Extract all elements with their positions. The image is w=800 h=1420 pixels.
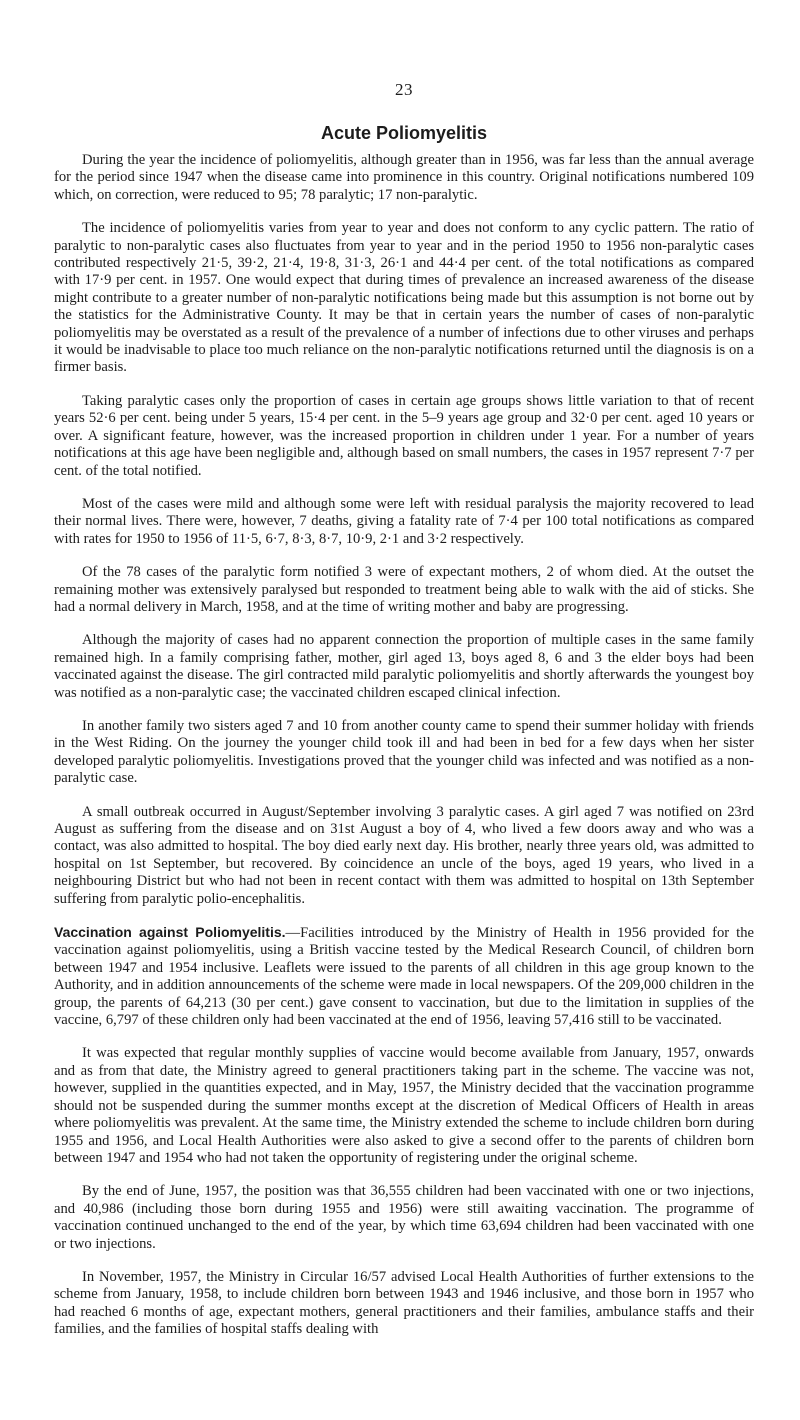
page-title: Acute Poliomyelitis: [320, 123, 488, 143]
paragraph-sisters: In another family two sisters aged 7 and 10 from another county came to spend their summer holiday with friends in the West Riding. On the journey the younger child took ill and had been in bed for a few days when her sister developed paralytic poliomyelitis. Investigations proved that the younger child was infected and was notified as a non-paralytic case.: [54, 717, 754, 787]
vaccination-heading: Vaccination against Poliomyelitis.: [54, 924, 286, 941]
paragraph-vaccine-supplies: It was expected that regular monthly supplies of vaccine would become available from January, 1957, onwards and as from that date, the Ministry agreed to general practitioners taking part in the scheme. The vaccine was not, however, supplied in the quantities expected, and in May, 1957, the Ministry decided that the vaccination programme should not be suspended during the summer months except at the discretion of Medical Officers of Health in areas where poliomyelitis was prevalent. At the same time, the Ministry extended the scheme to include children born during 1955 and 1956, and Local Health Authorities were also asked to give a second offer to the parents of children born between 1947 and 1954 who had not taken the opportunity of registering under the original scheme.: [54, 1045, 754, 1166]
paragraph-november-extensions: In November, 1957, the Ministry in Circular 16/57 advised Local Health Authorities of further extensions to the scheme from January, 1958, to include children born between 1943 and 1946 inclusive, and those born in 1957 who had reached 6 months of age, expectant mothers, general practitioners and their families, ambulance staffs and their families, and the families of hospital staffs dealing with: [54, 1268, 754, 1338]
paragraph-june-position: By the end of June, 1957, the position was that 36,555 children had been vaccinated with one or two injections, and 40,986 (including those born during 1955 and 1956) were still awaiting vaccination. The programme of vaccination continued unchanged to the end of the year, by which time 63,694 children had been vaccinated with one or two injections.: [54, 1183, 754, 1252]
paragraph-ratio: The incidence of poliomyelitis varies from year to year and does not conform to any cyclic pattern. The ratio of paralytic to non-paralytic cases also fluctuates from year to year and in the period 1950 to 1956 non-paralytic cases contributed respectively 21·5, 39·2, 21·4, 19·8, 31·3, 26·1 and 44·4 per cent. of the total notifications as compared with 17·9 per cent. in 1957. One would expect that during times of prevalence an increased awareness of the disease might contribute to a greater number of non-paralytic notifications being made but this assumption is not borne out by the statistics for the Administrative County. It may be that in certain years the number of cases of non-paralytic poliomyelitis may be overstated as a result of the prevalence of a number of infections due to other viruses and perhaps it would be inadvisable to place too much reliance on the non-paralytic notifications returned until the diagnosis is on a firmer basis.: [54, 220, 754, 376]
paragraph-vaccination: [54, 924, 754, 1029]
paragraph-outbreak: A small outbreak occurred in August/September involving 3 paralytic cases. A girl aged 7 was notified on 23rd August as suffering from the disease and on 31st August a boy of 4, who lived a few doors away and who was a contact, was also admitted to hospital. The boy died early next day. His brother, nearly three years old, was admitted to hospital on 1st September, but recovered. By coincidence an uncle of the boys, aged 19 years, who lived in a neighbouring District but who had not been in recent contact with them was admitted to hospital on 13th September suffering from paralytic polio-encephalitis.: [54, 803, 754, 907]
vaccination-intro: —Facilities introduced by the Ministry of Health in 1956 provided for the vaccination against poliomyelitis, using a British vaccine tested by the Medical Research Council, of children born between 1947 and 1954 inclusive. Leaflets were issued to the parents of all children in this age group known to the Authority, and in addition announcements of the scheme were made in local newspapers. Of the 209,000 children in the group, the parents of 64,213 (30 per cent.) gave consent to vaccination, but due to the limitation in supplies of the vaccine, 6,797 of these children only had been vaccinated at the end of 1956, leaving 57,416 still to be vaccinated.: [54, 925, 754, 1029]
paragraph-deaths: Most of the cases were mild and although some were left with residual paralysis the majority recovered to lead their normal lives. There were, however, 7 deaths, giving a fatality rate of 7·4 per 100 total notifications as compared with rates for 1950 to 1956 of 11·5, 6·7, 8·3, 8·7, 10·9, 2·1 and 3·2 respectively.: [54, 495, 754, 547]
page-number: 23: [395, 80, 413, 99]
paragraph-age-groups: Taking paralytic cases only the proportion of cases in certain age groups shows little variation to that of recent years 52·6 per cent. being under 5 years, 15·4 per cent. in the 5–9 years age group and 32·0 per cent. aged 10 years or over. A significant feature, however, was the increased proportion in children under 1 year. For a number of years notifications at this age have been negligible and, although based on small numbers, the cases in 1957 represent 7·7 per cent. of the total notified.: [54, 392, 754, 479]
paragraph-multiple-cases: Although the majority of cases had no apparent connection the proportion of multiple cases in the same family remained high. In a family comprising father, mother, girl aged 13, boys aged 8, 6 and 3 the elder boys had been vaccinated against the disease. The girl contracted mild paralytic poliomyelitis and shortly afterwards the youngest boy was notified as a non-paralytic case; the vaccinated children escaped clinical infection.: [54, 632, 754, 701]
body-text: [54, 152, 754, 1355]
paragraph-expectant-mothers: Of the 78 cases of the paralytic form notified 3 were of expectant mothers, 2 of whom died. At the outset the remaining mother was extensively paralysed but responded to treatment being able to walk with the aid of sticks. She had a normal delivery in March, 1958, and at the time of writing mother and baby are progressing.: [54, 564, 754, 615]
paragraph-incidence: During the year the incidence of poliomyelitis, although greater than in 1956, was far less than the annual average for the period since 1947 when the disease came into prominence in this country. Original notifications numbered 109 which, on correction, were reduced to 95; 78 paralytic; 17 non-paralytic.: [54, 152, 754, 203]
document-page: [54, 0, 754, 1420]
